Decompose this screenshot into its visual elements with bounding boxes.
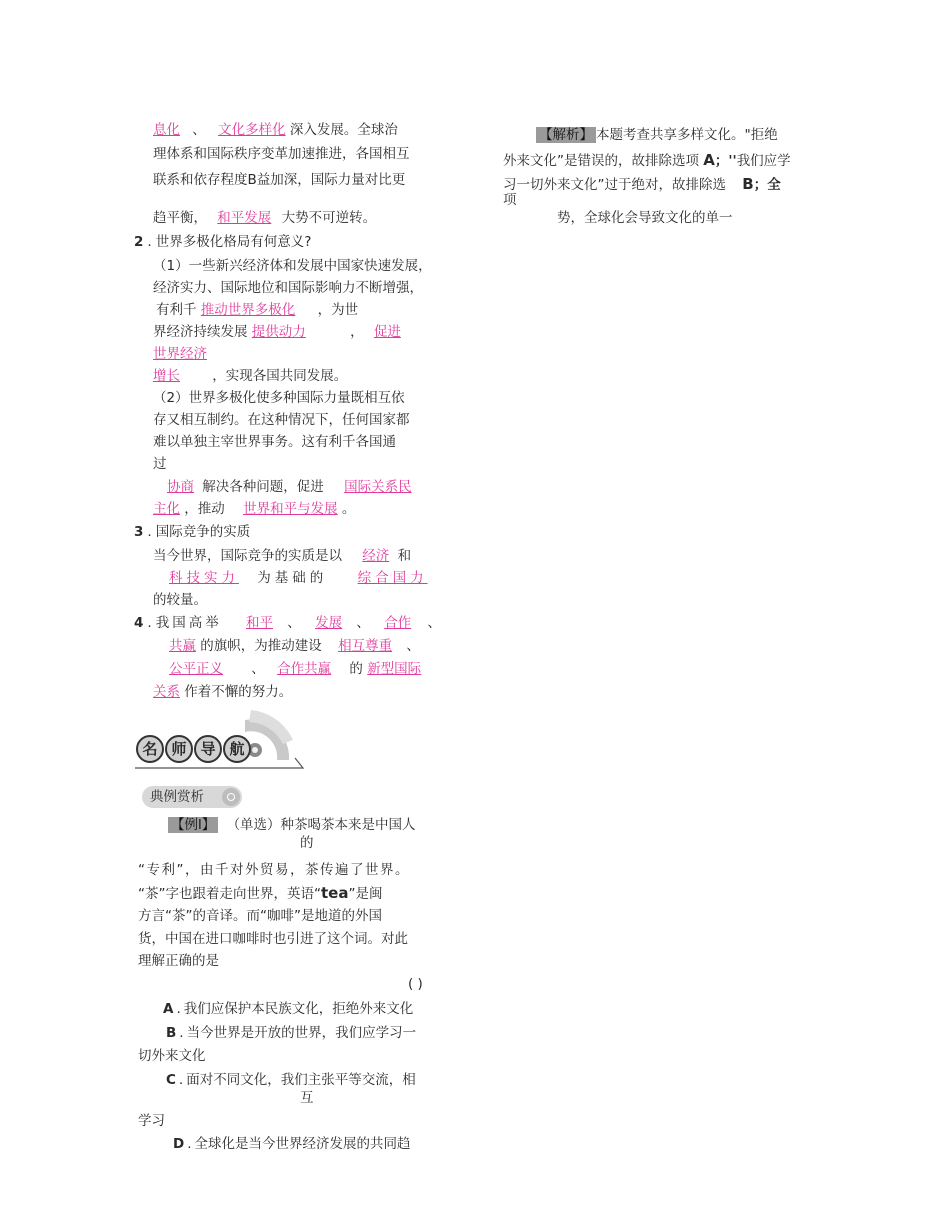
option-text: 我们应保护本民族文化，拒绝外来文化 (183, 1001, 414, 1017)
question-title: 国际竞争的实质 (155, 524, 251, 540)
dot: . (176, 1001, 181, 1017)
dot: . (178, 1072, 184, 1088)
section-banner (133, 710, 308, 772)
option-b (166, 1024, 416, 1042)
text: （单选）种茶喝茶本来是中国人 (226, 817, 416, 833)
text-line: 联系和依存程度B益加深，国际力量对比更 (153, 172, 406, 188)
text: 、 (427, 615, 441, 631)
text-line: 学习 (138, 1113, 165, 1129)
text-line (503, 175, 781, 194)
blank-answer: 文化多样化 (218, 122, 286, 138)
text-line (153, 323, 401, 341)
blank-answer: 和平发展 (217, 210, 272, 226)
blank-answer: 世界和平与发展 (243, 501, 338, 517)
blank-answer: 综合国力 (357, 570, 428, 586)
text: 本题考查共享多样文化。"拒绝 (596, 127, 778, 143)
text: 习一切外来文化”过于绝对，故排除选 (503, 177, 726, 193)
text-line (168, 816, 416, 834)
text: 、 (287, 615, 301, 631)
blank-answer: 和平 (246, 615, 273, 631)
blank-answer: 促进 (373, 324, 401, 340)
text-line: 难以单独主宰世界事务。这有利千各国通 (153, 434, 396, 450)
text-line (156, 301, 358, 319)
text: 为基础的 (257, 570, 328, 586)
text: ；全 (753, 177, 781, 193)
option-key: B (742, 175, 754, 193)
dot: . (147, 234, 152, 250)
answer-paren: ( ) (408, 976, 423, 992)
blank-answer: 共赢 (169, 638, 196, 654)
text: 、 (406, 638, 420, 654)
text-line: 存又相互制约。在这种情况下，任何国家都 (153, 412, 410, 428)
option-text: 全球化是当今世界经济发展的共同趋 (194, 1136, 411, 1152)
question-number: 4 (134, 615, 144, 631)
question-heading (134, 233, 311, 251)
text: 作着不懈的努力。 (184, 684, 293, 700)
text-line: 货，中国在进口咖啡时也引进了这个词。对此 (138, 931, 408, 947)
blank-answer: 关系 (153, 684, 180, 700)
question-heading (134, 523, 250, 541)
text: 我们应学 (736, 153, 791, 169)
text: ，推动 (184, 501, 225, 517)
blank-answer: 推动世界多极化 (200, 302, 296, 318)
text: 的 (349, 661, 363, 677)
option-key: D (173, 1136, 185, 1152)
text-line: 项 (503, 192, 517, 208)
text: 和 (397, 548, 412, 564)
text-line: 方言“茶”的音译。而“咖啡”是地道的外国 (138, 908, 382, 924)
text: 、 (192, 122, 206, 138)
text-line (153, 660, 421, 678)
question-number: 3 (134, 524, 144, 540)
blank-answer: 公平正义 (169, 661, 223, 677)
text-line: 势，全球化会导致文化的单一 (557, 210, 733, 226)
text: ， (350, 324, 364, 340)
magnifier-icon (222, 788, 240, 806)
option-text: 面对不同文化，我们主张平等交流，相 (186, 1072, 416, 1088)
text-line (153, 637, 420, 655)
section-pill-label: 典例赏析 (150, 789, 204, 805)
option-key: A (163, 1001, 174, 1017)
text: 、 (356, 615, 370, 631)
text-line (503, 151, 791, 170)
text: tea (320, 884, 349, 902)
text: 解决各种问题，促进 (202, 479, 324, 495)
section-pill (142, 786, 242, 808)
text-line (153, 121, 398, 139)
blank-answer: 经济 (362, 548, 390, 564)
option-key: A (703, 151, 715, 169)
blank-answer: 发展 (315, 615, 343, 631)
blank-answer: 新型国际 (367, 661, 422, 677)
blank-answer: 合作共赢 (277, 661, 332, 677)
text-line: 经济实力、国际地位和国际影响力不断增强， (153, 280, 423, 296)
option-key: B (166, 1025, 177, 1041)
text-line (153, 547, 411, 565)
text: 、 (251, 661, 265, 677)
blank-answer: 协商 (167, 479, 194, 495)
text: 。 (341, 501, 356, 517)
text-line (153, 478, 412, 496)
text: ，实现各国共同发展。 (212, 368, 348, 384)
text-line: （1）一些新兴经济体和发展中国家快速发展， (153, 258, 432, 274)
text: 界经济持续发展 (153, 324, 248, 340)
banner-char: 师 (165, 735, 193, 763)
text-line: 切外来文化 (138, 1048, 206, 1064)
text: 当今世界，国际竞争的实质是以 (153, 548, 342, 564)
text: 深入发展。全球治 (289, 122, 398, 138)
text-line: 过 (153, 456, 167, 472)
text: ”是闽 (348, 886, 383, 902)
option-key: C (166, 1072, 176, 1088)
dot: . (147, 615, 152, 631)
text-line (153, 209, 376, 227)
banner-char: 名 (136, 735, 164, 763)
text-line: （2）世界多极化使多种国际力量既相互依 (153, 390, 405, 406)
banner-char: 导 (194, 735, 222, 763)
option-text: 当今世界是开放的世界，我们应学习一 (186, 1025, 417, 1041)
dot: . (187, 1136, 192, 1152)
question-heading (134, 614, 441, 632)
text-line: 互 (300, 1090, 314, 1106)
banner-char: 航 (223, 735, 251, 763)
blank-answer: 主化 (153, 501, 180, 517)
text-line (536, 126, 778, 144)
blank-answer: 国际关系民 (344, 479, 412, 495)
text: 我国高举 (155, 615, 222, 631)
dot: . (179, 1025, 184, 1041)
text: ；'' (714, 153, 737, 169)
text-line (153, 683, 292, 701)
text-line: 理体系和国际秩序变革加速推进，各国相互 (153, 146, 410, 162)
text-line (153, 367, 347, 385)
blank-answer: 增长 (153, 368, 180, 384)
text: 大势不可逆转。 (281, 210, 377, 226)
example-tag: 【例l】 (168, 817, 218, 833)
text: 的旗帜，为推动建设 (200, 638, 322, 654)
text: “茶”字也跟着走向世界，英语“ (138, 886, 321, 902)
text-line (153, 500, 355, 518)
blank-answer: 世界经济 (153, 346, 207, 362)
blank-answer: 科技实力 (169, 570, 239, 586)
question-title: 世界多极化格局有何意义? (155, 234, 312, 250)
dot: . (147, 524, 152, 540)
text: 外来文化”是错误的，故排除选项 (503, 153, 699, 169)
analysis-tag: 【解析】 (536, 127, 596, 143)
option-c (166, 1071, 416, 1089)
text: 有利千 (156, 302, 197, 318)
text-line (138, 884, 382, 903)
option-d (173, 1135, 411, 1153)
text: ，为世 (317, 302, 359, 318)
blank-answer: 提供动力 (251, 324, 306, 340)
blank-answer: 息化 (153, 122, 180, 138)
option-a (163, 1000, 413, 1018)
blank-answer: 相互尊重 (338, 638, 393, 654)
text-line (153, 569, 442, 587)
text-line: “专利”，由千对外贸易，茶传遍了世界。 (138, 862, 410, 878)
text-line: 理解正确的是 (138, 953, 219, 969)
text-line: 的 (300, 835, 314, 851)
text: 趋平衡， (153, 210, 207, 226)
blank-answer: 合作 (384, 615, 412, 631)
text-line: 的较量。 (153, 592, 207, 608)
question-number: 2 (134, 234, 144, 250)
